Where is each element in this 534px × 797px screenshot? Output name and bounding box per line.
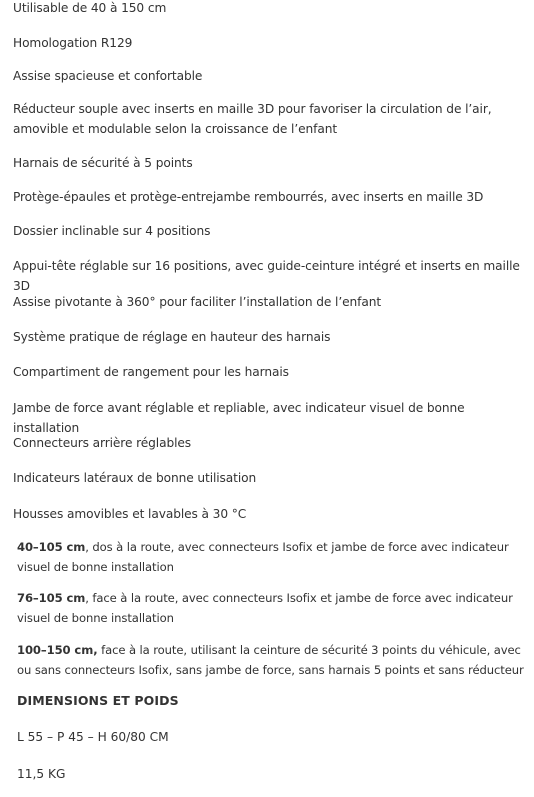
feature-covers: Housses amovibles et lavables à 30 °C xyxy=(13,507,247,521)
feature-indicators: Indicateurs latéraux de bonne utilisation xyxy=(13,471,257,485)
mode-description: face à la route, utilisant la ceinture de sécurité 3 points du véhicule, avec ou sans connecteurs Isofix, sans jambe de force, sans harnais 5 points et sans réducteur xyxy=(17,643,524,677)
mode-range: 100–150 cm, xyxy=(17,643,98,657)
feature-homologation: Homologation R129 xyxy=(13,36,133,50)
dimensions-heading: DIMENSIONS ET POIDS xyxy=(17,693,179,708)
mode-forward-facing-belt xyxy=(17,640,532,680)
feature-support-leg: Jambe de force avant réglable et repliable, avec indicateur visuel de bonne installation xyxy=(13,401,465,435)
feature-storage: Compartiment de rangement pour les harnais xyxy=(13,365,289,379)
dimensions-size: L 55 – P 45 – H 60/80 CM xyxy=(17,730,169,744)
mode-description: , dos à la route, avec connecteurs Isofix et jambe de force avec indicateur visuel de bonne installation xyxy=(17,540,509,574)
feature-recline: Dossier inclinable sur 4 positions xyxy=(13,224,211,238)
feature-swivel: Assise pivotante à 360° pour faciliter l’installation de l’enfant xyxy=(13,295,381,309)
feature-usable-range: Utilisable de 40 à 150 cm xyxy=(13,1,167,15)
mode-range: 40–105 cm xyxy=(17,540,86,554)
mode-forward-facing-isofix xyxy=(17,588,532,628)
dimensions-weight: 11,5 KG xyxy=(17,767,66,781)
feature-headrest: Appui-tête réglable sur 16 positions, avec guide-ceinture intégré et inserts en maille 3D xyxy=(13,259,520,293)
mode-range: 76–105 cm xyxy=(17,591,86,605)
feature-rear-connectors: Connecteurs arrière réglables xyxy=(13,436,192,450)
mode-rear-facing xyxy=(17,537,532,577)
feature-reducer: Réducteur souple avec inserts en maille 3D pour favoriser la circulation de l’air, amovible et modulable selon la croissance de l’enfant xyxy=(13,102,492,136)
feature-harness: Harnais de sécurité à 5 points xyxy=(13,156,193,170)
feature-seat: Assise spacieuse et confortable xyxy=(13,69,203,83)
feature-shoulder-pads: Protège-épaules et protège-entrejambe rembourrés, avec inserts en maille 3D xyxy=(13,190,484,204)
feature-harness-height: Système pratique de réglage en hauteur des harnais xyxy=(13,330,331,344)
mode-description: , face à la route, avec connecteurs Isofix et jambe de force avec indicateur visuel de bonne installation xyxy=(17,591,513,625)
